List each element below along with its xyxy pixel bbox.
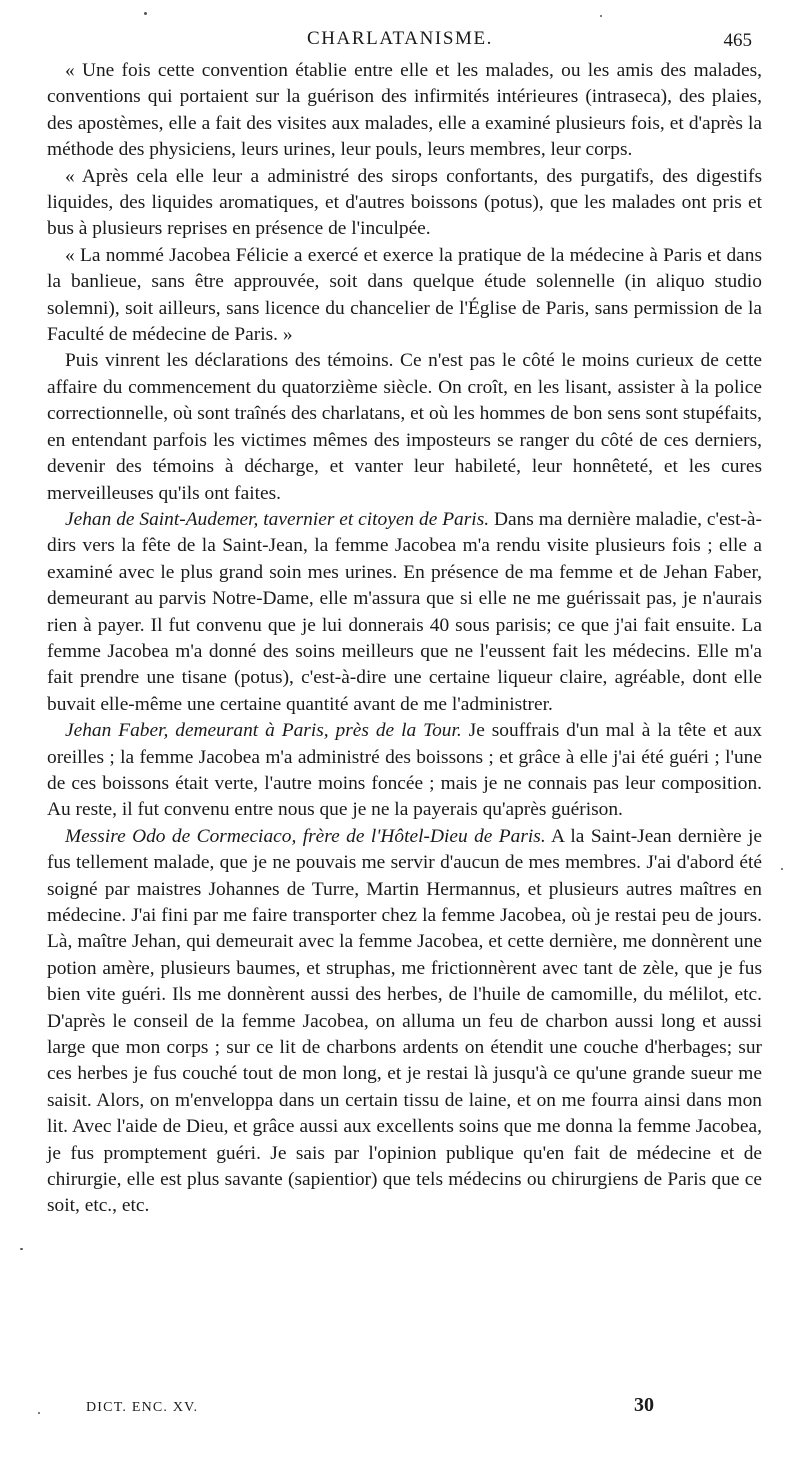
paragraph-text: « Une fois cette convention établie entre elle et les malades, ou les amis des malades, conventions qui portaient sur la guérison des infirmités intérieures (intraseca), des plaies, des apostèmes, elle a fait des visites aux malades, elle a examiné plusieurs fois, et d'après la méthode des physiciens, leurs urines, leur pouls, leurs membres, leur corps. bbox=[47, 60, 762, 161]
ink-speck bbox=[144, 12, 147, 15]
paragraph-text: « Après cela elle leur a administré des sirops confortants, des purgatifs, des digestifs liquides, des liquides aromatiques, et d'autres boissons (potus), que les malades ont pris et bus à plusieurs reprises en présence de l'inculpée. bbox=[47, 165, 762, 240]
testimony-text: Dans ma dernière maladie, c'est-à-dirs vers la fête de la Saint-Jean, la femme Jacobea m'a rendu visite plusieurs fois ; elle a examiné avec le plus grand soin mes urines. En présence de ma femme et de Jehan Faber, demeurant au parvis Notre-Dame, elle m'assura que si elle ne me guérissait pas, je n'aurais rien à payer. Il fut convenu que je lui donnerais 40 sous parisis; ce que j'ai fait ensuite. La femme Jacobea m'a donné des soins meilleurs que ne l'eussent fait les médecins. Elle m'a fait prendre une tisane (potus), c'est-à-dire une certaine liqueur claire, agréable, dont elle buvait elle-même une certaine quantité avant de me l'administrer. bbox=[47, 508, 763, 715]
witness-name: Jehan Faber, demeurant à Paris, près de la Tour. bbox=[65, 720, 462, 742]
paragraph-treatment bbox=[47, 164, 762, 243]
page-header bbox=[40, 28, 760, 58]
paragraph-text: « La nommé Jacobea Félicie a exercé et exerce la pratique de la médecine à Paris et dans la banlieue, sans être approuvée, soit dans quelque étude solennelle (in aliquo studio solemni), soit ailleurs, sans licence du chancelier de l'Église de Paris, sans permission de la Faculté de médecine de Paris. » bbox=[47, 244, 762, 346]
page-number: 465 bbox=[723, 30, 752, 51]
page-footer bbox=[86, 1394, 754, 1424]
testimony-text: A la Saint-Jean dernière je fus tellement malade, que je ne pouvais me servir d'aucun de mes membres. J'ai d'abord été soigné par maistres Johannes de Turre, Martin Hermannus, et plusieurs autres maîtres en médecine. J'ai fini par me faire transporter chez la femme Jacobea, où je restai peu de jours. Là, maître Jehan, qui demeurait avec la femme Jacobea, et cette dernière, me donnèrent une potion amère, plusieurs baumes, et struphas, me frictionnèrent avec tant de zèle, que je fus bien vite guéri. Ils me donnèrent aussi des herbes, de l'huile de camomille, du mélilot, etc. D'après le conseil de la femme Jacobea, on alluma un feu de charbon aussi long et aussi large que mon corps ; sur ce lit de charbons ardents on étendit une couche d'herbages; sur ces herbes je fus couché tout de mon long, et je restai là jusqu'à ce qu'une grande sueur me saisit. Alors, on m'enveloppa dans un certain tissu de laine, et on me fourra ainsi dans mon lit. Avec l'aide de Dieu, et grâce aussi aux excellents soins que me donna la femme Jacobea, je fus promptement guéri. Je sais par l'opinion publique qu'en fait de médecine et de chirurgie, elle est plus savante (sapientior) que tels médecins ou chirurgiens de Paris que ce soit, etc., etc. bbox=[47, 825, 762, 1217]
testimony-cormeciaco bbox=[47, 824, 762, 1220]
witness-name: Messire Odo de Cormeciaco, frère de l'Hôtel-Dieu de Paris. bbox=[65, 825, 546, 847]
running-title: CHARLATANISME. bbox=[306, 28, 494, 49]
body-text bbox=[47, 58, 762, 1220]
paragraph-witnesses-intro bbox=[47, 348, 762, 506]
sheet-number: 30 bbox=[634, 1394, 654, 1416]
paragraph-accusation bbox=[47, 243, 762, 349]
printer-signature: DICT. ENC. XV. bbox=[86, 1400, 199, 1415]
ink-speck bbox=[38, 1412, 40, 1414]
paragraph-convention bbox=[47, 58, 762, 164]
witness-name: Jehan de Saint-Audemer, tavernier et citoyen de Paris. bbox=[65, 508, 490, 530]
testimony-saint-audemer bbox=[47, 507, 762, 718]
paragraph-text: Puis vinrent les déclarations des témoins. Ce n'est pas le côté le moins curieux de cette affaire du commencement du quatorzième siècle. On croît, en les lisant, assister à la police correctionnelle, où sont traînés des charlatans, et où les hommes de bon sens sont stupéfaits, en entendant parfois les victimes mêmes des imposteurs se ranger du côté de ces derniers, devenir des témoins à décharge, et vanter leur habileté, leur honnêteté, et les cures merveilleuses qu'ils ont faites. bbox=[47, 350, 762, 504]
testimony-text: Je souffrais d'un mal à la tête et aux oreilles ; la femme Jacobea m'a administré des boissons ; et grâce à elle j'ai été guéri ; l'une de ces boissons était verte, l'autre moins foncée ; mais je ne connais pas leur composition. Au reste, il fut convenu entre nous que je ne la payerais qu'après guérison. bbox=[47, 720, 762, 821]
ink-speck bbox=[20, 1248, 23, 1250]
ink-speck bbox=[781, 868, 783, 870]
ink-speck bbox=[600, 15, 602, 17]
testimony-faber bbox=[47, 718, 762, 824]
